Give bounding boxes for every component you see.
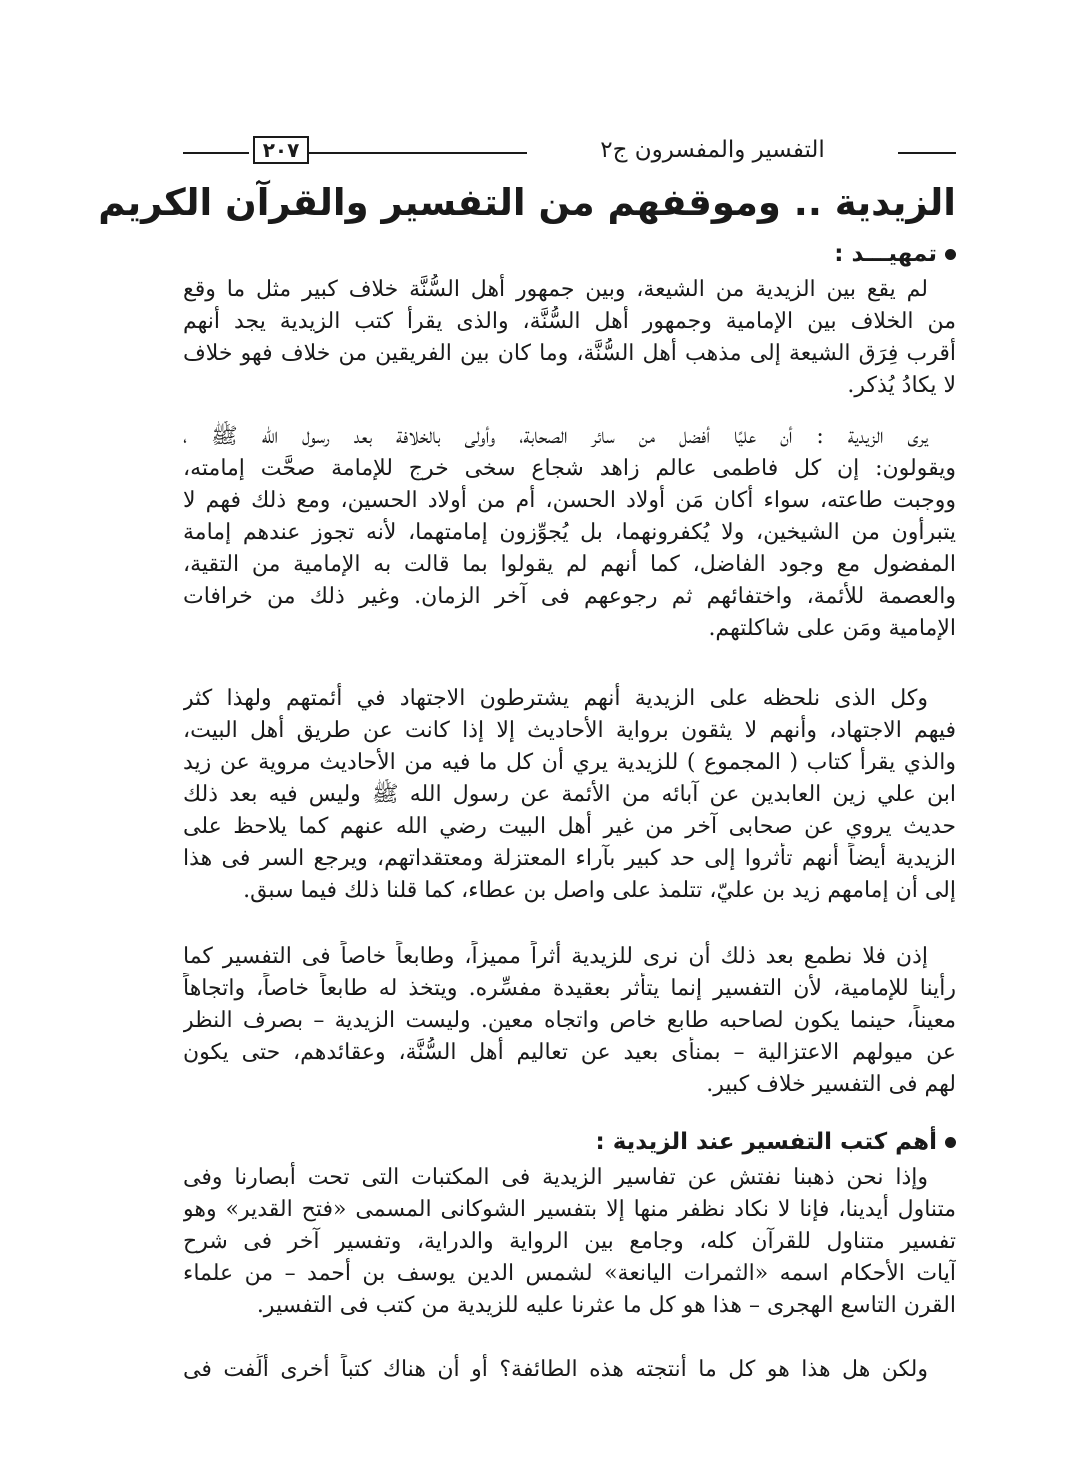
text-line: رأينا للإمامية، لأن التفسير إنما يتأثر بعقيدة مفسِّره. ويتخذ له طابعاً خاصاً، واتجاهاً	[183, 976, 956, 1001]
text-line: وكل الذى نلحظه على الزيدية أنهم يشترطون الاجتهاد في أئمتهم ولهذا كثر	[183, 686, 928, 711]
header-rule-left	[183, 152, 249, 154]
text-line: معيناً، حينما يكون لصاحبه طابع خاص واتجاه معين. وليست الزيدية – بصرف النظر	[183, 1008, 956, 1033]
header-rule-inner	[495, 152, 527, 154]
text-line: فيهم الاجتهاد، وأنهم لا يثقون برواية الأحاديث إلا إذا كانت عن طريق أهل البيت،	[183, 718, 956, 743]
section-heading-books	[183, 1124, 956, 1160]
section-heading-text: تمهيـــد :	[834, 241, 937, 267]
text-line: من الخلاف بين الإمامية وجمهور أهل السُّنَّة، والذى يقرأ كتب الزيدية يجد أنهم	[183, 309, 956, 334]
text-line: يتبرأون من الشيخين، ولا يُكفرونهما، بل يُجوِّزون إمامتهما، لأنه تجوز عندهم إمامة	[183, 520, 956, 545]
text-line: والعصمة للأئمة، واختفائهم ثم رجوعهم فى آخر الزمان. وغير ذلك من خرافات	[183, 584, 956, 609]
text-line: والذي يقرأ كتاب ( المجموع ) للزيدية يري أن كل ما فيه من الأحاديث مروية عن زيد	[183, 750, 956, 775]
bullet-icon	[945, 1137, 956, 1148]
section-heading-text: أهم كتب التفسير عند الزيدية :	[595, 1129, 937, 1155]
header-rule-right	[898, 152, 956, 154]
section-heading-intro	[183, 236, 956, 272]
bullet-icon	[945, 249, 956, 260]
text-line: يرى الزيدية : أن عليًا أفضل من سائر الصحابة، وأولى بالخلافة بعد رسول الله ﷺ ،	[183, 424, 928, 449]
chapter-title: الزيدية .. وموقفهم من التفسير والقرآن الكريم	[98, 181, 956, 224]
book-title: التفسير والمفسرون ج٢	[600, 137, 825, 163]
text-line: لا يكادُ يُذكر.	[847, 373, 956, 398]
text-line: آيات الأحكام اسمه «الثمرات اليانعة» لشمس الدين يوسف بن أحمد – من علماء	[183, 1261, 956, 1286]
text-line: أقرب فِرَق الشيعة إلى مذهب أهل السُّنَّة، وما كان بين الفريقين من خلاف فهو خلاف	[183, 341, 956, 366]
page-number-container	[249, 136, 495, 166]
text-line: متناول أيدينا، فإنا لا نكاد نظفر منها إلا بتفسير الشوكانى المسمى «فتح القدير» وهو	[183, 1197, 956, 1222]
text-line: تفسير متناول للقرآن كله، وجامع بين الرواية والدراية، وتفسير آخر فى شرح	[183, 1229, 956, 1254]
text-line: ويقولون: إن كل فاطمى عالم زاهد شجاع سخى خرج للإمامة صحَّت إمامته،	[183, 456, 956, 481]
paragraph-2	[183, 421, 956, 645]
running-header	[183, 130, 956, 170]
text-line: إلى أن إمامهم زيد بن عليّ، تتلمذ على واصل بن عطاء، كما قلنا ذلك فيما سبق.	[243, 878, 956, 903]
text-line: المفضول مع وجود الفاضل، كما أنهم لم يقولوا بما قالت به الإمامية من التقية،	[183, 552, 956, 577]
text-line: حديث يروي عن صحابى آخر من غير أهل البيت رضي الله عنهم كما يلاحظ على	[183, 814, 956, 839]
text-line: لهم فى التفسير خلاف كبير.	[706, 1072, 956, 1097]
text-line: الزيدية أيضاً أنهم تأثروا إلى حد كبير بآراء المعتزلة ومعتقداتهم، ويرجع السر فى هذا	[183, 846, 956, 871]
text-line: ولكن هل هذا هو كل ما أنتجته هذه الطائفة؟ أو أن هناك كتباً أخرى أُلِّفت فى	[183, 1357, 928, 1382]
text-line: لم يقع بين الزيدية من الشيعة، وبين جمهور أهل السُّنَّة خلاف كبير مثل ما وقع	[183, 277, 928, 302]
paragraph-3	[183, 683, 956, 907]
page-number: ٢٠٧	[253, 136, 309, 164]
paragraph-1	[183, 274, 956, 402]
paragraph-4	[183, 941, 956, 1101]
text-line: إذن فلا نطمع بعد ذلك أن نرى للزيدية أثراً مميزاً، وطابعاً خاصاً فى التفسير كما	[183, 944, 928, 969]
text-line: عن ميولهم الاعتزالية – بمنأى بعيد عن تعاليم أهل السُّنَّة، وعقائدهم، حتى يكون	[183, 1040, 956, 1065]
text-line: ابن علي زين العابدين عن آبائه من الأئمة عن رسول الله ﷺ وليس فيه بعد ذلك	[183, 782, 956, 807]
paragraph-5	[183, 1162, 956, 1322]
text-line: وإذا نحن ذهبنا نفتش عن تفاسير الزيدية فى المكتبات التى تحت أبصارنا وفى	[183, 1165, 928, 1190]
text-line: القرن التاسع الهجرى – هذا هو كل ما عثرنا عليه للزيدية من كتب فى التفسير.	[256, 1293, 956, 1318]
header-rule-middle	[309, 152, 495, 154]
paragraph-6	[183, 1354, 956, 1386]
text-line: الإمامية ومَن على شاكلتهم.	[708, 616, 956, 641]
text-line: ووجبت طاعته، سواء أكان مَن أولاد الحسن، أم من أولاد الحسين، ومع ذلك فهم لا	[183, 488, 956, 513]
